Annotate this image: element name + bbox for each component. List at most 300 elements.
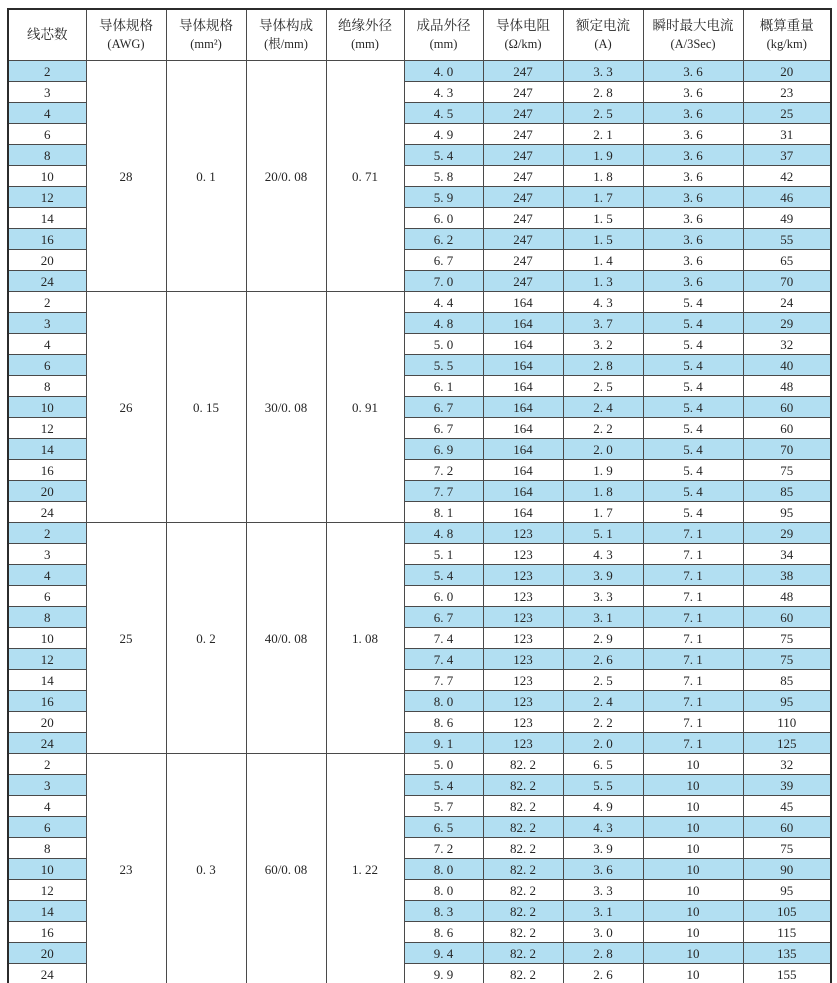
cell-weight: 42 [743, 166, 831, 187]
cell-rated_current: 1. 8 [563, 481, 643, 502]
column-title: 线芯数 [27, 27, 68, 42]
cell-finished_od: 9. 9 [404, 964, 483, 983]
cell-cores: 12 [8, 880, 86, 901]
cell-finished_od: 5. 9 [404, 187, 483, 208]
cell-finished_od: 8. 6 [404, 922, 483, 943]
column-unit: (根/mm) [264, 37, 308, 51]
cell-max_current: 10 [643, 943, 743, 964]
cell-resistance: 123 [483, 670, 563, 691]
column-title: 导体电阻 [496, 18, 550, 33]
column-unit: (mm) [351, 37, 379, 51]
cell-max_current: 7. 1 [643, 733, 743, 754]
column-header-awg [86, 9, 166, 61]
cell-resistance: 247 [483, 166, 563, 187]
cell-finished_od: 5. 4 [404, 775, 483, 796]
cell-awg: 26 [86, 292, 166, 523]
cell-weight: 95 [743, 880, 831, 901]
cell-finished_od: 7. 7 [404, 670, 483, 691]
cell-max_current: 5. 4 [643, 292, 743, 313]
cell-rated_current: 2. 6 [563, 649, 643, 670]
cell-weight: 135 [743, 943, 831, 964]
cell-rated_current: 2. 2 [563, 418, 643, 439]
cell-finished_od: 8. 3 [404, 901, 483, 922]
cell-max_current: 7. 1 [643, 607, 743, 628]
cell-finished_od: 4. 8 [404, 523, 483, 544]
cell-resistance: 247 [483, 208, 563, 229]
cell-max_current: 7. 1 [643, 649, 743, 670]
column-title: 成品外径 [416, 18, 471, 33]
cell-finished_od: 8. 0 [404, 859, 483, 880]
cell-max_current: 3. 6 [643, 61, 743, 82]
cell-resistance: 164 [483, 313, 563, 334]
cell-max_current: 3. 6 [643, 103, 743, 124]
cell-cores: 24 [8, 733, 86, 754]
cell-finished_od: 5. 7 [404, 796, 483, 817]
cell-rated_current: 2. 5 [563, 670, 643, 691]
cell-weight: 34 [743, 544, 831, 565]
cell-weight: 55 [743, 229, 831, 250]
cell-finished_od: 6. 0 [404, 586, 483, 607]
cell-weight: 37 [743, 145, 831, 166]
cell-finished_od: 4. 0 [404, 61, 483, 82]
column-header-max_current [643, 9, 743, 61]
cell-weight: 105 [743, 901, 831, 922]
cell-cores: 3 [8, 82, 86, 103]
cell-finished_od: 7. 2 [404, 838, 483, 859]
cell-finished_od: 5. 0 [404, 334, 483, 355]
cell-resistance: 164 [483, 397, 563, 418]
cell-resistance: 247 [483, 82, 563, 103]
cell-cores: 4 [8, 334, 86, 355]
cell-finished_od: 6. 9 [404, 439, 483, 460]
cell-resistance: 164 [483, 502, 563, 523]
cell-weight: 70 [743, 271, 831, 292]
cell-construction: 20/0. 08 [246, 61, 326, 292]
cell-max_current: 5. 4 [643, 313, 743, 334]
cell-rated_current: 4. 3 [563, 292, 643, 313]
cell-cores: 16 [8, 229, 86, 250]
cell-weight: 24 [743, 292, 831, 313]
cell-rated_current: 6. 5 [563, 754, 643, 775]
cell-weight: 32 [743, 334, 831, 355]
cell-finished_od: 4. 9 [404, 124, 483, 145]
column-unit: (mm) [429, 37, 458, 51]
cell-rated_current: 3. 0 [563, 922, 643, 943]
table-row [8, 61, 831, 82]
cell-cores: 10 [8, 628, 86, 649]
column-header-construction [246, 9, 326, 61]
column-header-weight [743, 9, 831, 61]
cell-weight: 48 [743, 586, 831, 607]
cell-weight: 155 [743, 964, 831, 983]
cell-rated_current: 3. 3 [563, 880, 643, 901]
cell-cores: 10 [8, 859, 86, 880]
cell-weight: 20 [743, 61, 831, 82]
cell-max_current: 7. 1 [643, 565, 743, 586]
cell-weight: 60 [743, 418, 831, 439]
cell-cores: 3 [8, 544, 86, 565]
cell-resistance: 82. 2 [483, 880, 563, 901]
cell-weight: 75 [743, 838, 831, 859]
cell-weight: 110 [743, 712, 831, 733]
cell-cores: 8 [8, 145, 86, 166]
cell-rated_current: 1. 5 [563, 229, 643, 250]
cell-rated_current: 3. 9 [563, 565, 643, 586]
cell-finished_od: 6. 0 [404, 208, 483, 229]
cell-finished_od: 6. 2 [404, 229, 483, 250]
cell-rated_current: 3. 2 [563, 334, 643, 355]
cell-rated_current: 2. 8 [563, 82, 643, 103]
column-title: 导体构成 [259, 18, 313, 33]
cell-max_current: 7. 1 [643, 544, 743, 565]
cell-rated_current: 2. 4 [563, 397, 643, 418]
cell-resistance: 247 [483, 124, 563, 145]
cell-cores: 12 [8, 187, 86, 208]
cell-weight: 45 [743, 796, 831, 817]
cell-cores: 12 [8, 649, 86, 670]
cell-finished_od: 6. 5 [404, 817, 483, 838]
cell-max_current: 3. 6 [643, 166, 743, 187]
cell-max_current: 5. 4 [643, 481, 743, 502]
cell-finished_od: 7. 4 [404, 628, 483, 649]
cell-finished_od: 8. 0 [404, 880, 483, 901]
cell-rated_current: 3. 3 [563, 586, 643, 607]
cell-rated_current: 4. 9 [563, 796, 643, 817]
cell-resistance: 123 [483, 691, 563, 712]
cell-cores: 3 [8, 313, 86, 334]
cell-weight: 95 [743, 691, 831, 712]
cell-resistance: 123 [483, 628, 563, 649]
cell-finished_od: 6. 1 [404, 376, 483, 397]
cell-max_current: 7. 1 [643, 691, 743, 712]
cell-resistance: 82. 2 [483, 901, 563, 922]
cell-awg: 28 [86, 61, 166, 292]
cell-weight: 95 [743, 502, 831, 523]
cell-cores: 4 [8, 796, 86, 817]
column-unit: (AWG) [107, 37, 145, 51]
cell-cores: 16 [8, 922, 86, 943]
cell-resistance: 164 [483, 292, 563, 313]
cell-weight: 23 [743, 82, 831, 103]
cell-max_current: 10 [643, 880, 743, 901]
cell-max_current: 3. 6 [643, 82, 743, 103]
cell-weight: 60 [743, 817, 831, 838]
cell-mm2: 0. 1 [166, 61, 246, 292]
cell-max_current: 10 [643, 859, 743, 880]
table-row [8, 754, 831, 775]
cell-weight: 25 [743, 103, 831, 124]
cell-weight: 75 [743, 460, 831, 481]
cell-insulation_od: 0. 91 [326, 292, 404, 523]
cell-resistance: 82. 2 [483, 796, 563, 817]
cell-finished_od: 4. 8 [404, 313, 483, 334]
cell-rated_current: 5. 1 [563, 523, 643, 544]
cell-rated_current: 2. 2 [563, 712, 643, 733]
column-title: 绝缘外径 [338, 18, 392, 33]
cell-max_current: 3. 6 [643, 250, 743, 271]
column-header-finished_od [404, 9, 483, 61]
cell-finished_od: 7. 7 [404, 481, 483, 502]
cell-max_current: 5. 4 [643, 355, 743, 376]
cell-weight: 85 [743, 670, 831, 691]
cell-weight: 60 [743, 607, 831, 628]
cell-rated_current: 1. 9 [563, 460, 643, 481]
cell-resistance: 123 [483, 523, 563, 544]
cell-rated_current: 1. 7 [563, 502, 643, 523]
cell-weight: 29 [743, 523, 831, 544]
cell-max_current: 5. 4 [643, 502, 743, 523]
cell-weight: 48 [743, 376, 831, 397]
cell-resistance: 164 [483, 355, 563, 376]
cell-resistance: 82. 2 [483, 859, 563, 880]
cell-cores: 16 [8, 691, 86, 712]
cell-weight: 38 [743, 565, 831, 586]
table-body [8, 61, 831, 983]
cell-resistance: 247 [483, 187, 563, 208]
cell-finished_od: 4. 5 [404, 103, 483, 124]
cell-rated_current: 1. 9 [563, 145, 643, 166]
cell-cores: 4 [8, 565, 86, 586]
table-header [8, 9, 831, 61]
cell-resistance: 164 [483, 460, 563, 481]
cell-max_current: 7. 1 [643, 586, 743, 607]
cell-max_current: 3. 6 [643, 124, 743, 145]
cell-finished_od: 8. 0 [404, 691, 483, 712]
cell-max_current: 5. 4 [643, 460, 743, 481]
cell-max_current: 3. 6 [643, 229, 743, 250]
cell-max_current: 10 [643, 775, 743, 796]
cell-max_current: 5. 4 [643, 439, 743, 460]
cell-cores: 20 [8, 481, 86, 502]
cell-finished_od: 4. 3 [404, 82, 483, 103]
cell-weight: 70 [743, 439, 831, 460]
cell-finished_od: 4. 4 [404, 292, 483, 313]
cell-resistance: 164 [483, 376, 563, 397]
column-header-insulation_od [326, 9, 404, 61]
cell-cores: 3 [8, 775, 86, 796]
cell-max_current: 5. 4 [643, 418, 743, 439]
cell-finished_od: 7. 4 [404, 649, 483, 670]
cell-weight: 49 [743, 208, 831, 229]
cell-rated_current: 2. 0 [563, 733, 643, 754]
cell-resistance: 123 [483, 607, 563, 628]
cell-resistance: 164 [483, 439, 563, 460]
cell-weight: 85 [743, 481, 831, 502]
cell-rated_current: 3. 7 [563, 313, 643, 334]
cell-weight: 60 [743, 397, 831, 418]
cell-finished_od: 9. 1 [404, 733, 483, 754]
cell-weight: 31 [743, 124, 831, 145]
cell-weight: 32 [743, 754, 831, 775]
cell-cores: 24 [8, 271, 86, 292]
cell-resistance: 82. 2 [483, 817, 563, 838]
cell-finished_od: 8. 6 [404, 712, 483, 733]
cell-construction: 30/0. 08 [246, 292, 326, 523]
column-unit: (A/3Sec) [670, 37, 716, 51]
cell-rated_current: 2. 6 [563, 964, 643, 983]
cell-resistance: 164 [483, 481, 563, 502]
table-row [8, 292, 831, 313]
cell-cores: 6 [8, 817, 86, 838]
cell-resistance: 247 [483, 145, 563, 166]
cell-cores: 14 [8, 901, 86, 922]
table-row [8, 523, 831, 544]
cell-rated_current: 3. 1 [563, 607, 643, 628]
cell-rated_current: 1. 7 [563, 187, 643, 208]
cell-rated_current: 2. 5 [563, 103, 643, 124]
cable-spec-table [7, 8, 832, 983]
column-title: 概算重量 [759, 18, 814, 33]
cell-rated_current: 1. 3 [563, 271, 643, 292]
cell-max_current: 10 [643, 817, 743, 838]
column-header-mm2 [166, 9, 246, 61]
cell-mm2: 0. 2 [166, 523, 246, 754]
cell-rated_current: 2. 0 [563, 439, 643, 460]
cell-resistance: 123 [483, 544, 563, 565]
cell-resistance: 82. 2 [483, 943, 563, 964]
cell-resistance: 247 [483, 250, 563, 271]
cell-weight: 75 [743, 628, 831, 649]
cell-cores: 2 [8, 754, 86, 775]
cell-cores: 24 [8, 502, 86, 523]
cell-max_current: 10 [643, 922, 743, 943]
cell-weight: 39 [743, 775, 831, 796]
cell-cores: 10 [8, 166, 86, 187]
cell-resistance: 123 [483, 586, 563, 607]
cell-rated_current: 3. 3 [563, 61, 643, 82]
cell-rated_current: 2. 1 [563, 124, 643, 145]
cell-resistance: 82. 2 [483, 775, 563, 796]
cell-weight: 125 [743, 733, 831, 754]
column-title: 导体规格 [99, 18, 153, 33]
cell-rated_current: 2. 5 [563, 376, 643, 397]
cell-rated_current: 4. 3 [563, 544, 643, 565]
cell-rated_current: 2. 8 [563, 943, 643, 964]
cell-resistance: 247 [483, 271, 563, 292]
cell-construction: 60/0. 08 [246, 754, 326, 983]
cell-weight: 90 [743, 859, 831, 880]
cell-finished_od: 6. 7 [404, 418, 483, 439]
cell-resistance: 123 [483, 565, 563, 586]
cell-resistance: 123 [483, 712, 563, 733]
cell-cores: 16 [8, 460, 86, 481]
cell-max_current: 7. 1 [643, 628, 743, 649]
cell-finished_od: 7. 2 [404, 460, 483, 481]
cell-finished_od: 6. 7 [404, 250, 483, 271]
cell-max_current: 3. 6 [643, 187, 743, 208]
cell-finished_od: 5. 5 [404, 355, 483, 376]
cell-finished_od: 6. 7 [404, 397, 483, 418]
cell-cores: 12 [8, 418, 86, 439]
cell-resistance: 247 [483, 61, 563, 82]
cell-weight: 40 [743, 355, 831, 376]
cell-finished_od: 5. 4 [404, 145, 483, 166]
cell-cores: 6 [8, 586, 86, 607]
column-title: 导体规格 [179, 18, 233, 33]
cell-insulation_od: 1. 22 [326, 754, 404, 983]
cell-resistance: 164 [483, 334, 563, 355]
column-header-rated_current [563, 9, 643, 61]
cell-rated_current: 5. 5 [563, 775, 643, 796]
cell-insulation_od: 0. 71 [326, 61, 404, 292]
cell-resistance: 82. 2 [483, 838, 563, 859]
cell-resistance: 82. 2 [483, 964, 563, 983]
cell-max_current: 10 [643, 901, 743, 922]
cell-cores: 14 [8, 208, 86, 229]
column-title: 瞬时最大电流 [652, 18, 734, 33]
cell-max_current: 3. 6 [643, 208, 743, 229]
cell-mm2: 0. 3 [166, 754, 246, 983]
cell-resistance: 164 [483, 418, 563, 439]
header-row [8, 9, 831, 61]
cell-finished_od: 5. 8 [404, 166, 483, 187]
cell-finished_od: 8. 1 [404, 502, 483, 523]
cell-cores: 8 [8, 607, 86, 628]
cell-max_current: 7. 1 [643, 712, 743, 733]
cell-max_current: 5. 4 [643, 376, 743, 397]
cell-max_current: 7. 1 [643, 523, 743, 544]
cell-max_current: 5. 4 [643, 397, 743, 418]
cell-weight: 65 [743, 250, 831, 271]
cell-cores: 2 [8, 523, 86, 544]
cell-resistance: 247 [483, 229, 563, 250]
cell-rated_current: 3. 9 [563, 838, 643, 859]
cell-resistance: 247 [483, 103, 563, 124]
cell-cores: 14 [8, 670, 86, 691]
cell-resistance: 82. 2 [483, 754, 563, 775]
column-unit: (Ω/km) [504, 37, 542, 51]
cell-rated_current: 2. 4 [563, 691, 643, 712]
cell-finished_od: 5. 1 [404, 544, 483, 565]
cell-cores: 20 [8, 250, 86, 271]
cell-rated_current: 3. 1 [563, 901, 643, 922]
cell-rated_current: 1. 8 [563, 166, 643, 187]
cell-max_current: 5. 4 [643, 334, 743, 355]
column-header-resistance [483, 9, 563, 61]
cell-rated_current: 1. 4 [563, 250, 643, 271]
column-unit: (A) [594, 37, 612, 51]
cell-finished_od: 5. 4 [404, 565, 483, 586]
cell-rated_current: 3. 6 [563, 859, 643, 880]
cell-max_current: 10 [643, 964, 743, 983]
column-title: 额定电流 [576, 18, 630, 33]
cell-cores: 2 [8, 292, 86, 313]
cell-weight: 46 [743, 187, 831, 208]
cell-max_current: 10 [643, 838, 743, 859]
cell-cores: 24 [8, 964, 86, 983]
cell-awg: 23 [86, 754, 166, 983]
cell-rated_current: 1. 5 [563, 208, 643, 229]
cell-max_current: 3. 6 [643, 271, 743, 292]
cell-rated_current: 2. 9 [563, 628, 643, 649]
cell-cores: 4 [8, 103, 86, 124]
cell-cores: 6 [8, 355, 86, 376]
cell-weight: 29 [743, 313, 831, 334]
cell-resistance: 123 [483, 649, 563, 670]
cell-cores: 8 [8, 838, 86, 859]
cell-rated_current: 2. 8 [563, 355, 643, 376]
cell-finished_od: 6. 7 [404, 607, 483, 628]
cell-construction: 40/0. 08 [246, 523, 326, 754]
cell-cores: 20 [8, 943, 86, 964]
column-unit: (mm²) [190, 37, 222, 51]
cell-max_current: 7. 1 [643, 670, 743, 691]
cell-weight: 115 [743, 922, 831, 943]
cell-finished_od: 9. 4 [404, 943, 483, 964]
cell-cores: 6 [8, 124, 86, 145]
column-unit: (kg/km) [766, 37, 807, 51]
cell-rated_current: 4. 3 [563, 817, 643, 838]
